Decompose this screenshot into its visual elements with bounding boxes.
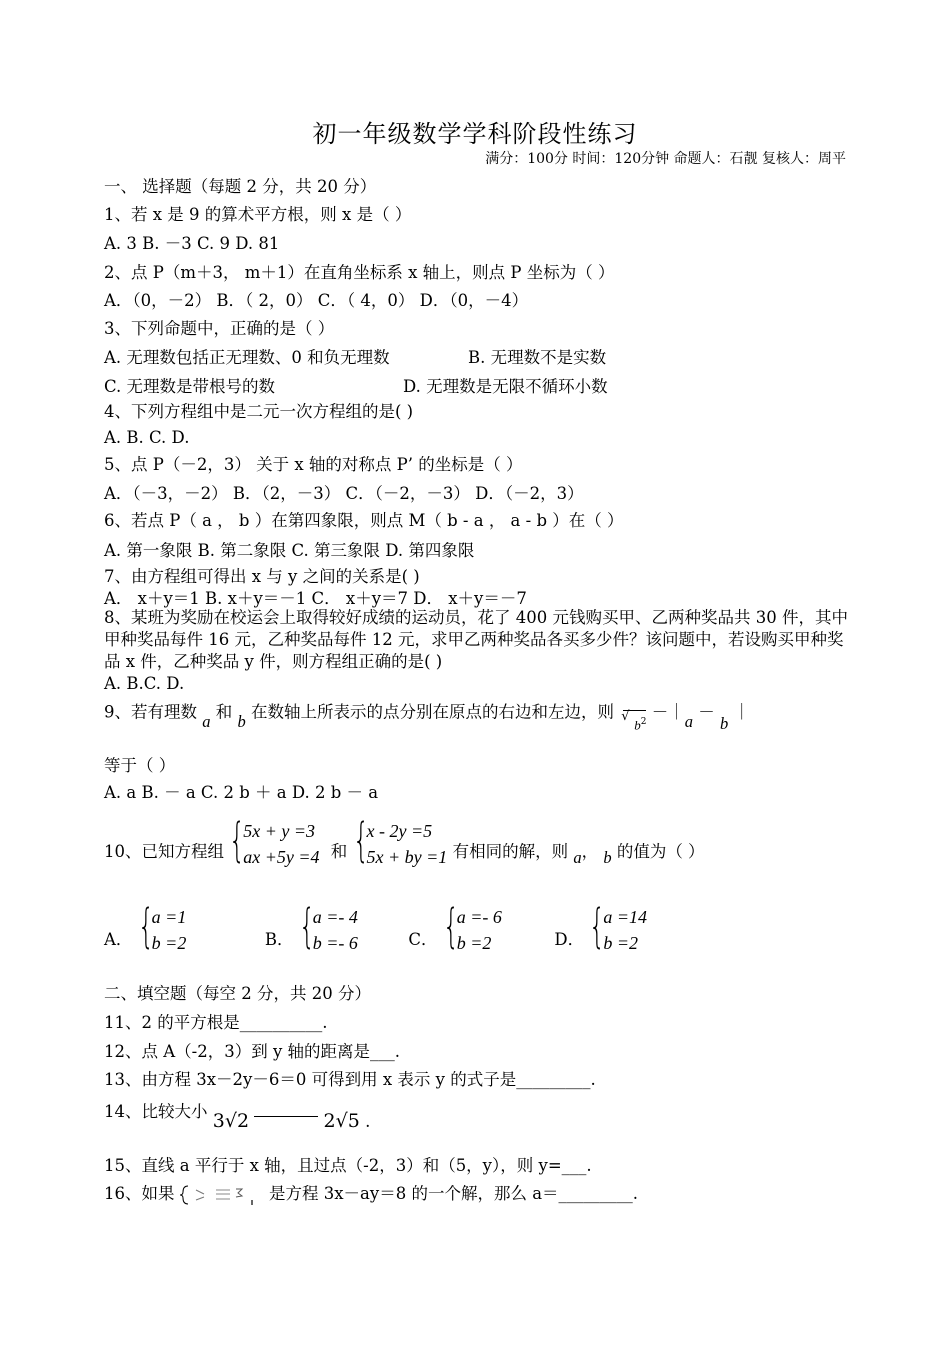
question-4: 4、下列方程组中是二元一次方程组的是( ) <box>104 402 414 421</box>
question-16-text-b: 是方程 3x－ay＝8 的一个解，那么 a＝_________. <box>269 1184 639 1203</box>
question-7-options: A． x＋y＝1 B. x＋y＝－1 C． x＋y＝7 D． x＋y＝－7 <box>104 589 527 608</box>
question-2-options: A．（0，－2） B．（ 2，0） C．（ 4，0） D．（0，－4） <box>104 291 529 310</box>
question-1-options: A. 3 B. －3 C. 9 D. 81 <box>104 234 280 253</box>
question-9-text-a: 9、若有理数 <box>104 702 197 722</box>
section-2-heading: 二、填空题（每空 2 分，共 20 分） <box>104 984 371 1003</box>
question-10-text-d: 的值为（ ） <box>616 841 705 861</box>
question-9-text-c: 在数轴上所表示的点分别在原点的右边和左边，则 <box>251 702 614 722</box>
question-11: 11、2 的平方根是__________. <box>104 1013 328 1032</box>
question-8: 8、某班为奖励在校运会上取得较好成绩的运动员，花了 400 元钱购买甲、乙两种奖品共 30 件，其中甲种奖品每件 16 元，乙种奖品每件 12 元，求甲乙两种奖品各买多少件？该问题中，若设购买甲种奖品 x 件，乙种奖品 y 件，则方程组正确的是( ) <box>104 608 848 671</box>
question-10-option-d: { a =14 b =2 <box>589 904 647 956</box>
question-5-options: A．（－3，－2） B．（2，－3） C．（－2，－3） D．（－2，3） <box>104 484 584 503</box>
question-3: 3、下列命题中，正确的是（ ） <box>104 319 335 338</box>
question-14: 14、比较大小 3√2 2√5 . <box>104 1102 371 1132</box>
question-10: 10、已知方程组 { 5x + y =3 ax +5y =4 和 { x - 2y =5 5x + by =1 有相同的解，则 a， b 的值为（ ） <box>104 818 705 870</box>
question-16-system-image <box>180 1184 264 1206</box>
question-8-options: A. B.C. D. <box>104 674 185 693</box>
equation-system-2: { x - 2y =5 5x + by =1 <box>353 818 448 870</box>
question-10-text-c: 有相同的解，则 <box>452 841 569 861</box>
question-10-options: A． { a =1 b =2 B． { a =- 4 b =- 6 C． { a =- 6 b =2 D． { a =14 b =2 <box>104 904 647 956</box>
question-9-options: A. a B. － a C. 2 b ＋ a D. 2 b － a <box>104 783 379 802</box>
page-title: 初一年级数学学科阶段性练习 <box>312 120 638 148</box>
question-10-option-a: { a =1 b =2 <box>138 904 187 956</box>
compare-left: 3√2 <box>212 1110 250 1132</box>
question-3-option-b: B. 无理数不是实数 <box>468 348 607 367</box>
question-16-text-a: 16、如果 <box>104 1184 175 1203</box>
question-3-option-d: D. 无理数是无限不循环小数 <box>403 377 608 396</box>
sqrt-b-squared: √ $b^2$ <box>623 710 646 737</box>
question-10-text-a: 10、已知方程组 <box>104 841 224 861</box>
question-14-text: 14、比较大小 <box>104 1102 208 1121</box>
question-6-options: A. 第一象限 B. 第二象限 C. 第三象限 D. 第四象限 <box>104 541 475 560</box>
question-6: 6、若点 P（ a ， b ）在第四象限，则点 M（ b - a ， a - b ）在（ ） <box>104 511 624 530</box>
question-12: 12、点 A（-2，3）到 y 轴的距离是___. <box>104 1042 401 1061</box>
question-1: 1、若 x 是 9 的算术平方根，则 x 是（ ） <box>104 205 412 224</box>
question-10-text-b: 和 <box>330 841 348 861</box>
section-1-heading: 一、 选择题（每题 2 分，共 20 分） <box>104 177 377 196</box>
compare-right: 2√5 <box>323 1110 360 1132</box>
question-2: 2、点 P（m＋3， m＋1）在直角坐标系 x 轴上，则点 P 坐标为（ ） <box>104 263 615 282</box>
question-10-option-b: { a =- 4 b =- 6 <box>299 904 358 956</box>
equation-system-1: { 5x + y =3 ax +5y =4 <box>229 818 319 870</box>
question-16 <box>104 1183 638 1206</box>
exam-meta: 满分：100分 时间：120分钟 命题人：石靓 复核人：周平 <box>485 151 846 167</box>
question-4-options: A. B. C. D. <box>104 428 190 447</box>
question-15: 15、直线 a 平行于 x 轴，且过点（-2，3）和（5，y），则 y=___. <box>104 1156 592 1175</box>
question-9-text-b: 和 <box>215 702 233 722</box>
question-9: 9、若有理数 a 和 b 在数轴上所表示的点分别在原点的右边和左边，则 √ $b^2$ －｜a － b ｜ <box>104 698 750 725</box>
question-5: 5、点 P（－2，3） 关于 x 轴的对称点 P’ 的坐标是（ ） <box>104 455 523 474</box>
question-3-option-a: A. 无理数包括正无理数、0 和负无理数 <box>104 348 390 367</box>
question-3-option-c: C. 无理数是带根号的数 <box>104 377 276 396</box>
question-7: 7、由方程组可得出 x 与 y 之间的关系是( ) <box>104 567 420 586</box>
question-10-option-c: { a =- 6 b =2 <box>443 904 502 956</box>
question-9-end: 等于（ ） <box>104 756 176 775</box>
question-13: 13、由方程 3x－2y－6＝0 可得到用 x 表示 y 的式子是_________. <box>104 1070 596 1089</box>
